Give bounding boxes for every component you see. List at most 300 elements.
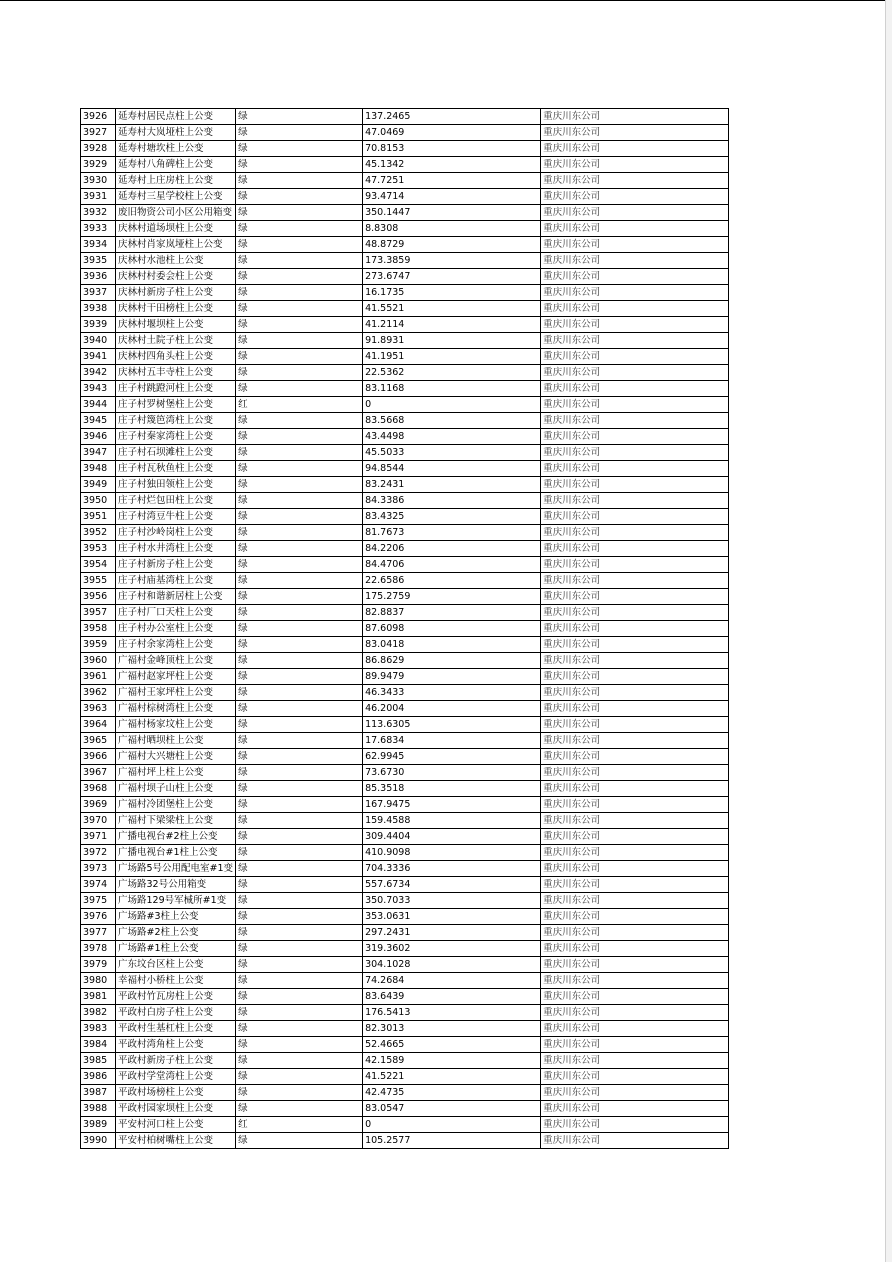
value-cell: 41.5521 bbox=[363, 301, 541, 317]
company-cell: 重庆川东公司 bbox=[541, 989, 729, 1005]
value-cell: 45.5033 bbox=[363, 445, 541, 461]
transformer-name-cell: 平政村湾角柱上公变 bbox=[116, 1037, 236, 1053]
status-color-cell: 绿 bbox=[236, 701, 363, 717]
value-cell: 43.4498 bbox=[363, 429, 541, 445]
row-id-cell: 3938 bbox=[81, 301, 116, 317]
status-color-cell: 绿 bbox=[236, 829, 363, 845]
table-row bbox=[81, 733, 729, 749]
value-cell: 84.2206 bbox=[363, 541, 541, 557]
value-cell: 22.5362 bbox=[363, 365, 541, 381]
table-row bbox=[81, 573, 729, 589]
transformer-name-cell: 庄子村湾豆牛柱上公变 bbox=[116, 509, 236, 525]
row-id-cell: 3966 bbox=[81, 749, 116, 765]
status-color-cell: 绿 bbox=[236, 973, 363, 989]
table-row bbox=[81, 845, 729, 861]
transformer-name-cell: 幸福村小桥柱上公变 bbox=[116, 973, 236, 989]
table-row bbox=[81, 125, 729, 141]
table-row bbox=[81, 1037, 729, 1053]
transformer-name-cell: 广福村坝子山柱上公变 bbox=[116, 781, 236, 797]
table-row bbox=[81, 253, 729, 269]
transformer-name-cell: 庆林村新房子柱上公变 bbox=[116, 285, 236, 301]
company-cell: 重庆川东公司 bbox=[541, 1069, 729, 1085]
status-color-cell: 绿 bbox=[236, 541, 363, 557]
value-cell: 175.2759 bbox=[363, 589, 541, 605]
value-cell: 47.0469 bbox=[363, 125, 541, 141]
transformer-name-cell: 庄子村水井湾柱上公变 bbox=[116, 541, 236, 557]
company-cell: 重庆川东公司 bbox=[541, 365, 729, 381]
company-cell: 重庆川东公司 bbox=[541, 285, 729, 301]
company-cell: 重庆川东公司 bbox=[541, 509, 729, 525]
row-id-cell: 3930 bbox=[81, 173, 116, 189]
company-cell: 重庆川东公司 bbox=[541, 237, 729, 253]
value-cell: 297.2431 bbox=[363, 925, 541, 941]
value-cell: 84.3386 bbox=[363, 493, 541, 509]
value-cell: 83.0418 bbox=[363, 637, 541, 653]
value-cell: 82.3013 bbox=[363, 1021, 541, 1037]
status-color-cell: 绿 bbox=[236, 1037, 363, 1053]
company-cell: 重庆川东公司 bbox=[541, 573, 729, 589]
status-color-cell: 绿 bbox=[236, 989, 363, 1005]
row-id-cell: 3988 bbox=[81, 1101, 116, 1117]
table-row bbox=[81, 413, 729, 429]
transformer-name-cell: 广福村坪上柱上公变 bbox=[116, 765, 236, 781]
value-cell: 173.3859 bbox=[363, 253, 541, 269]
company-cell: 重庆川东公司 bbox=[541, 669, 729, 685]
company-cell: 重庆川东公司 bbox=[541, 301, 729, 317]
row-id-cell: 3978 bbox=[81, 941, 116, 957]
company-cell: 重庆川东公司 bbox=[541, 429, 729, 445]
table-row bbox=[81, 397, 729, 413]
transformer-name-cell: 庆林村五丰寺柱上公变 bbox=[116, 365, 236, 381]
table-row bbox=[81, 621, 729, 637]
company-cell: 重庆川东公司 bbox=[541, 1037, 729, 1053]
company-cell: 重庆川东公司 bbox=[541, 381, 729, 397]
transformer-name-cell: 延寿村大岚垭柱上公变 bbox=[116, 125, 236, 141]
transformer-name-cell: 庄子村跳蹬河柱上公变 bbox=[116, 381, 236, 397]
value-cell: 85.3518 bbox=[363, 781, 541, 797]
table-row bbox=[81, 893, 729, 909]
transformer-name-cell: 庆林村堰坝柱上公变 bbox=[116, 317, 236, 333]
status-color-cell: 红 bbox=[236, 1117, 363, 1133]
status-color-cell: 绿 bbox=[236, 1021, 363, 1037]
table-row bbox=[81, 589, 729, 605]
status-color-cell: 绿 bbox=[236, 717, 363, 733]
row-id-cell: 3929 bbox=[81, 157, 116, 173]
value-cell: 159.4588 bbox=[363, 813, 541, 829]
company-cell: 重庆川东公司 bbox=[541, 397, 729, 413]
value-cell: 91.8931 bbox=[363, 333, 541, 349]
transformer-name-cell: 广福村下梁梁柱上公变 bbox=[116, 813, 236, 829]
transformer-name-cell: 广福村赵家坪柱上公变 bbox=[116, 669, 236, 685]
table-row bbox=[81, 285, 729, 301]
status-color-cell: 绿 bbox=[236, 221, 363, 237]
company-cell: 重庆川东公司 bbox=[541, 973, 729, 989]
status-color-cell: 绿 bbox=[236, 605, 363, 621]
transformer-name-cell: 广福村冷团堡柱上公变 bbox=[116, 797, 236, 813]
status-color-cell: 绿 bbox=[236, 685, 363, 701]
value-cell: 273.6747 bbox=[363, 269, 541, 285]
status-color-cell: 绿 bbox=[236, 1133, 363, 1149]
table-row bbox=[81, 829, 729, 845]
status-color-cell: 绿 bbox=[236, 285, 363, 301]
status-color-cell: 绿 bbox=[236, 525, 363, 541]
row-id-cell: 3968 bbox=[81, 781, 116, 797]
value-cell: 350.7033 bbox=[363, 893, 541, 909]
row-id-cell: 3947 bbox=[81, 445, 116, 461]
status-color-cell: 绿 bbox=[236, 253, 363, 269]
value-cell: 83.4325 bbox=[363, 509, 541, 525]
status-color-cell: 绿 bbox=[236, 749, 363, 765]
transformer-name-cell: 平政村学堂湾柱上公变 bbox=[116, 1069, 236, 1085]
company-cell: 重庆川东公司 bbox=[541, 1133, 729, 1149]
company-cell: 重庆川东公司 bbox=[541, 781, 729, 797]
value-cell: 48.8729 bbox=[363, 237, 541, 253]
transformer-name-cell: 平政村新房子柱上公变 bbox=[116, 1053, 236, 1069]
table-row bbox=[81, 1117, 729, 1133]
row-id-cell: 3953 bbox=[81, 541, 116, 557]
table-row bbox=[81, 925, 729, 941]
table-row bbox=[81, 653, 729, 669]
table-row bbox=[81, 445, 729, 461]
company-cell: 重庆川东公司 bbox=[541, 909, 729, 925]
row-id-cell: 3974 bbox=[81, 877, 116, 893]
transformer-name-cell: 庄子村新房子柱上公变 bbox=[116, 557, 236, 573]
company-cell: 重庆川东公司 bbox=[541, 637, 729, 653]
row-id-cell: 3937 bbox=[81, 285, 116, 301]
value-cell: 8.8308 bbox=[363, 221, 541, 237]
transformer-name-cell: 庄子村烂包田柱上公变 bbox=[116, 493, 236, 509]
row-id-cell: 3946 bbox=[81, 429, 116, 445]
transformer-name-cell: 废旧物资公司小区公用箱变 bbox=[116, 205, 236, 221]
transformer-name-cell: 庆林村道场坝柱上公变 bbox=[116, 221, 236, 237]
row-id-cell: 3951 bbox=[81, 509, 116, 525]
table-row bbox=[81, 237, 729, 253]
row-id-cell: 3986 bbox=[81, 1069, 116, 1085]
table-row bbox=[81, 973, 729, 989]
status-color-cell: 绿 bbox=[236, 925, 363, 941]
transformer-name-cell: 庄子村庙基湾柱上公变 bbox=[116, 573, 236, 589]
page-top-border bbox=[0, 0, 892, 1]
transformer-name-cell: 广福村杨家坟柱上公变 bbox=[116, 717, 236, 733]
row-id-cell: 3979 bbox=[81, 957, 116, 973]
status-color-cell: 绿 bbox=[236, 429, 363, 445]
row-id-cell: 3957 bbox=[81, 605, 116, 621]
company-cell: 重庆川东公司 bbox=[541, 861, 729, 877]
company-cell: 重庆川东公司 bbox=[541, 733, 729, 749]
company-cell: 重庆川东公司 bbox=[541, 317, 729, 333]
table-row bbox=[81, 109, 729, 125]
table-row bbox=[81, 301, 729, 317]
row-id-cell: 3962 bbox=[81, 685, 116, 701]
value-cell: 94.8544 bbox=[363, 461, 541, 477]
value-cell: 353.0631 bbox=[363, 909, 541, 925]
transformer-name-cell: 庄子村余家湾柱上公变 bbox=[116, 637, 236, 653]
status-color-cell: 绿 bbox=[236, 765, 363, 781]
company-cell: 重庆川东公司 bbox=[541, 893, 729, 909]
table-row bbox=[81, 173, 729, 189]
row-id-cell: 3943 bbox=[81, 381, 116, 397]
value-cell: 52.4665 bbox=[363, 1037, 541, 1053]
company-cell: 重庆川东公司 bbox=[541, 205, 729, 221]
status-color-cell: 绿 bbox=[236, 237, 363, 253]
transformer-name-cell: 庄子村厂口天柱上公变 bbox=[116, 605, 236, 621]
table-row bbox=[81, 189, 729, 205]
row-id-cell: 3989 bbox=[81, 1117, 116, 1133]
transformer-name-cell: 广播电视台#1柱上公变 bbox=[116, 845, 236, 861]
table-row bbox=[81, 717, 729, 733]
value-cell: 410.9098 bbox=[363, 845, 541, 861]
company-cell: 重庆川东公司 bbox=[541, 701, 729, 717]
row-id-cell: 3981 bbox=[81, 989, 116, 1005]
row-id-cell: 3959 bbox=[81, 637, 116, 653]
table-row bbox=[81, 221, 729, 237]
company-cell: 重庆川东公司 bbox=[541, 765, 729, 781]
table-row bbox=[81, 1133, 729, 1149]
transformer-name-cell: 广场路#3柱上公变 bbox=[116, 909, 236, 925]
value-cell: 167.9475 bbox=[363, 797, 541, 813]
row-id-cell: 3936 bbox=[81, 269, 116, 285]
status-color-cell: 绿 bbox=[236, 157, 363, 173]
status-color-cell: 绿 bbox=[236, 1101, 363, 1117]
transformer-name-cell: 庄子村罗树堡柱上公变 bbox=[116, 397, 236, 413]
table-row bbox=[81, 1053, 729, 1069]
page-right-edge bbox=[885, 0, 892, 1262]
company-cell: 重庆川东公司 bbox=[541, 845, 729, 861]
value-cell: 41.2114 bbox=[363, 317, 541, 333]
company-cell: 重庆川东公司 bbox=[541, 957, 729, 973]
status-color-cell: 绿 bbox=[236, 589, 363, 605]
row-id-cell: 3990 bbox=[81, 1133, 116, 1149]
row-id-cell: 3960 bbox=[81, 653, 116, 669]
transformer-name-cell: 延寿村塘坎柱上公变 bbox=[116, 141, 236, 157]
transformer-name-cell: 庆林村土院子柱上公变 bbox=[116, 333, 236, 349]
status-color-cell: 绿 bbox=[236, 861, 363, 877]
status-color-cell: 绿 bbox=[236, 733, 363, 749]
value-cell: 17.6834 bbox=[363, 733, 541, 749]
table-row bbox=[81, 477, 729, 493]
table-row bbox=[81, 365, 729, 381]
value-cell: 350.1447 bbox=[363, 205, 541, 221]
row-id-cell: 3976 bbox=[81, 909, 116, 925]
company-cell: 重庆川东公司 bbox=[541, 941, 729, 957]
table-row bbox=[81, 765, 729, 781]
transformer-name-cell: 庆林村干田榜柱上公变 bbox=[116, 301, 236, 317]
table-row bbox=[81, 797, 729, 813]
row-id-cell: 3927 bbox=[81, 125, 116, 141]
row-id-cell: 3977 bbox=[81, 925, 116, 941]
row-id-cell: 3945 bbox=[81, 413, 116, 429]
company-cell: 重庆川东公司 bbox=[541, 141, 729, 157]
table-row bbox=[81, 381, 729, 397]
row-id-cell: 3958 bbox=[81, 621, 116, 637]
row-id-cell: 3941 bbox=[81, 349, 116, 365]
transformer-name-cell: 广福村王家坪柱上公变 bbox=[116, 685, 236, 701]
value-cell: 62.9945 bbox=[363, 749, 541, 765]
value-cell: 87.6098 bbox=[363, 621, 541, 637]
status-color-cell: 绿 bbox=[236, 365, 363, 381]
value-cell: 41.5221 bbox=[363, 1069, 541, 1085]
status-color-cell: 绿 bbox=[236, 125, 363, 141]
status-color-cell: 绿 bbox=[236, 797, 363, 813]
row-id-cell: 3944 bbox=[81, 397, 116, 413]
company-cell: 重庆川东公司 bbox=[541, 829, 729, 845]
status-color-cell: 绿 bbox=[236, 317, 363, 333]
value-cell: 0 bbox=[363, 1117, 541, 1133]
row-id-cell: 3973 bbox=[81, 861, 116, 877]
table-row bbox=[81, 525, 729, 541]
row-id-cell: 3970 bbox=[81, 813, 116, 829]
company-cell: 重庆川东公司 bbox=[541, 493, 729, 509]
status-color-cell: 绿 bbox=[236, 173, 363, 189]
row-id-cell: 3949 bbox=[81, 477, 116, 493]
company-cell: 重庆川东公司 bbox=[541, 877, 729, 893]
row-id-cell: 3928 bbox=[81, 141, 116, 157]
status-color-cell: 绿 bbox=[236, 141, 363, 157]
transformer-name-cell: 平政村生基杠柱上公变 bbox=[116, 1021, 236, 1037]
row-id-cell: 3975 bbox=[81, 893, 116, 909]
row-id-cell: 3935 bbox=[81, 253, 116, 269]
company-cell: 重庆川东公司 bbox=[541, 541, 729, 557]
status-color-cell: 绿 bbox=[236, 445, 363, 461]
status-color-cell: 绿 bbox=[236, 813, 363, 829]
table-row bbox=[81, 333, 729, 349]
table-row bbox=[81, 429, 729, 445]
row-id-cell: 3987 bbox=[81, 1085, 116, 1101]
value-cell: 81.7673 bbox=[363, 525, 541, 541]
transformer-name-cell: 广福村大兴塘柱上公变 bbox=[116, 749, 236, 765]
status-color-cell: 绿 bbox=[236, 493, 363, 509]
row-id-cell: 3950 bbox=[81, 493, 116, 509]
value-cell: 83.6439 bbox=[363, 989, 541, 1005]
row-id-cell: 3984 bbox=[81, 1037, 116, 1053]
company-cell: 重庆川东公司 bbox=[541, 445, 729, 461]
value-cell: 176.5413 bbox=[363, 1005, 541, 1021]
table-row bbox=[81, 781, 729, 797]
row-id-cell: 3954 bbox=[81, 557, 116, 573]
company-cell: 重庆川东公司 bbox=[541, 349, 729, 365]
company-cell: 重庆川东公司 bbox=[541, 157, 729, 173]
row-id-cell: 3969 bbox=[81, 797, 116, 813]
value-cell: 93.4714 bbox=[363, 189, 541, 205]
status-color-cell: 绿 bbox=[236, 477, 363, 493]
value-cell: 105.2577 bbox=[363, 1133, 541, 1149]
table-row bbox=[81, 317, 729, 333]
value-cell: 83.0547 bbox=[363, 1101, 541, 1117]
company-cell: 重庆川东公司 bbox=[541, 605, 729, 621]
status-color-cell: 绿 bbox=[236, 557, 363, 573]
table-row bbox=[81, 941, 729, 957]
company-cell: 重庆川东公司 bbox=[541, 1005, 729, 1021]
table-row bbox=[81, 1085, 729, 1101]
value-cell: 45.1342 bbox=[363, 157, 541, 173]
row-id-cell: 3948 bbox=[81, 461, 116, 477]
value-cell: 113.6305 bbox=[363, 717, 541, 733]
transformer-name-cell: 广场路5号公用配电室#1变 bbox=[116, 861, 236, 877]
status-color-cell: 绿 bbox=[236, 909, 363, 925]
table-row bbox=[81, 1101, 729, 1117]
company-cell: 重庆川东公司 bbox=[541, 557, 729, 573]
company-cell: 重庆川东公司 bbox=[541, 925, 729, 941]
row-id-cell: 3971 bbox=[81, 829, 116, 845]
transformer-name-cell: 庆林村肖家岚垭柱上公变 bbox=[116, 237, 236, 253]
status-color-cell: 绿 bbox=[236, 461, 363, 477]
value-cell: 22.6586 bbox=[363, 573, 541, 589]
transformer-name-cell: 庄子村瓦秋鱼柱上公变 bbox=[116, 461, 236, 477]
transformer-name-cell: 广福村金峰顶柱上公变 bbox=[116, 653, 236, 669]
value-cell: 0 bbox=[363, 397, 541, 413]
status-color-cell: 绿 bbox=[236, 573, 363, 589]
value-cell: 70.8153 bbox=[363, 141, 541, 157]
table-row bbox=[81, 461, 729, 477]
value-cell: 16.1735 bbox=[363, 285, 541, 301]
table-row bbox=[81, 877, 729, 893]
transformer-name-cell: 庄子村和谐新居柱上公变 bbox=[116, 589, 236, 605]
company-cell: 重庆川东公司 bbox=[541, 717, 729, 733]
transformer-name-cell: 平政村白房子柱上公变 bbox=[116, 1005, 236, 1021]
company-cell: 重庆川东公司 bbox=[541, 1085, 729, 1101]
status-color-cell: 绿 bbox=[236, 877, 363, 893]
status-color-cell: 绿 bbox=[236, 413, 363, 429]
status-color-cell: 绿 bbox=[236, 1005, 363, 1021]
company-cell: 重庆川东公司 bbox=[541, 621, 729, 637]
row-id-cell: 3985 bbox=[81, 1053, 116, 1069]
value-cell: 42.4735 bbox=[363, 1085, 541, 1101]
company-cell: 重庆川东公司 bbox=[541, 253, 729, 269]
value-cell: 46.3433 bbox=[363, 685, 541, 701]
row-id-cell: 3940 bbox=[81, 333, 116, 349]
table-row bbox=[81, 1005, 729, 1021]
status-color-cell: 绿 bbox=[236, 653, 363, 669]
transformer-name-cell: 平政村场榜柱上公变 bbox=[116, 1085, 236, 1101]
row-id-cell: 3972 bbox=[81, 845, 116, 861]
company-cell: 重庆川东公司 bbox=[541, 125, 729, 141]
transformer-name-cell: 广场路#2柱上公变 bbox=[116, 925, 236, 941]
table-row bbox=[81, 141, 729, 157]
table-row bbox=[81, 509, 729, 525]
table-row bbox=[81, 749, 729, 765]
table-row bbox=[81, 205, 729, 221]
value-cell: 46.2004 bbox=[363, 701, 541, 717]
row-id-cell: 3982 bbox=[81, 1005, 116, 1021]
value-cell: 82.8837 bbox=[363, 605, 541, 621]
status-color-cell: 绿 bbox=[236, 893, 363, 909]
transformer-name-cell: 庄子村石坝滩柱上公变 bbox=[116, 445, 236, 461]
company-cell: 重庆川东公司 bbox=[541, 1021, 729, 1037]
company-cell: 重庆川东公司 bbox=[541, 269, 729, 285]
data-table bbox=[80, 108, 729, 1149]
value-cell: 309.4404 bbox=[363, 829, 541, 845]
table-row bbox=[81, 813, 729, 829]
table-row bbox=[81, 909, 729, 925]
row-id-cell: 3965 bbox=[81, 733, 116, 749]
transformer-name-cell: 庆林村水池柱上公变 bbox=[116, 253, 236, 269]
transformer-name-cell: 庄子村独田领柱上公变 bbox=[116, 477, 236, 493]
row-id-cell: 3934 bbox=[81, 237, 116, 253]
transformer-name-cell: 庆林村村委会柱上公变 bbox=[116, 269, 236, 285]
transformer-name-cell: 平安村柏树嘴柱上公变 bbox=[116, 1133, 236, 1149]
value-cell: 74.2684 bbox=[363, 973, 541, 989]
value-cell: 89.9479 bbox=[363, 669, 541, 685]
value-cell: 83.1168 bbox=[363, 381, 541, 397]
company-cell: 重庆川东公司 bbox=[541, 461, 729, 477]
value-cell: 86.8629 bbox=[363, 653, 541, 669]
transformer-name-cell: 平政村园家坝柱上公变 bbox=[116, 1101, 236, 1117]
transformer-name-cell: 广播电视台#2柱上公变 bbox=[116, 829, 236, 845]
transformer-name-cell: 广场路129号军械所#1变 bbox=[116, 893, 236, 909]
status-color-cell: 绿 bbox=[236, 333, 363, 349]
value-cell: 557.6734 bbox=[363, 877, 541, 893]
row-id-cell: 3963 bbox=[81, 701, 116, 717]
